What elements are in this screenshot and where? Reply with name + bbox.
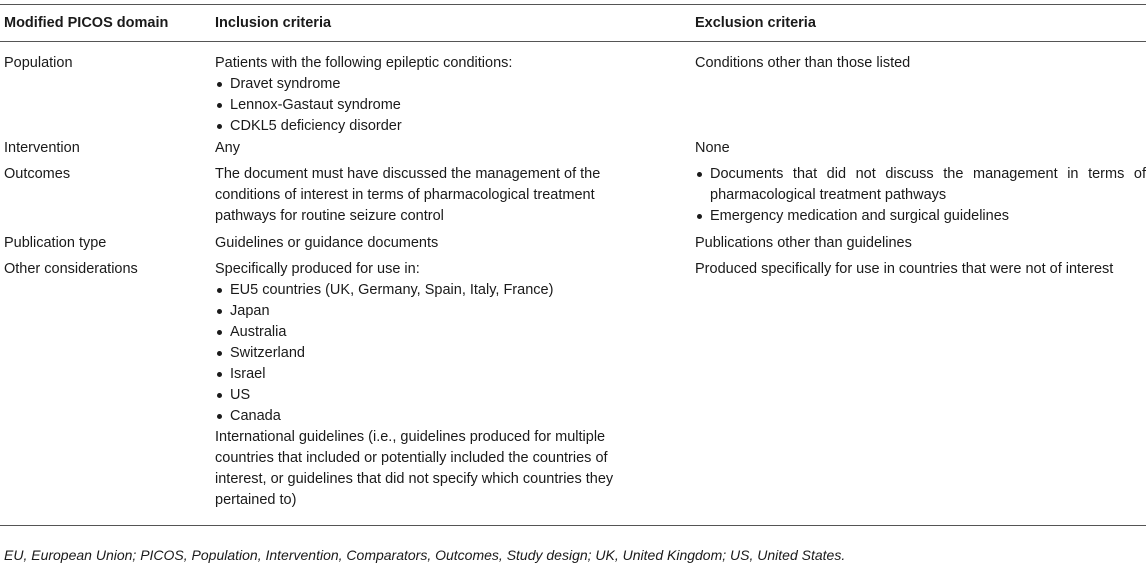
list-item: Australia	[215, 322, 691, 343]
list-item: US	[215, 385, 691, 406]
inclusion-list	[215, 74, 691, 137]
domain-cell: Other considerations	[4, 261, 138, 277]
header-inclusion: Inclusion criteria	[215, 14, 332, 31]
inclusion-outro: International guidelines (i.e., guidelines produced for multiple countries that included or potentially included the countries of interest, or guidelines that did not specify which countries they pertained to)	[215, 429, 614, 508]
inclusion-cell: Guidelines or guidance documents	[215, 235, 439, 251]
exclusion-cell: Publications other than guidelines	[695, 235, 912, 251]
table-header	[0, 5, 1146, 41]
domain-cell: Outcomes	[4, 166, 71, 182]
exclusion-cell	[691, 164, 1146, 233]
list-item: Canada	[215, 406, 691, 427]
list-item: Lennox-Gastaut syndrome	[215, 95, 691, 116]
inclusion-cell: Any	[215, 140, 240, 156]
exclusion-cell: Produced specifically for use in countries that were not of interest	[695, 261, 1114, 277]
list-item: CDKL5 deficiency disorder	[215, 116, 691, 137]
inclusion-cell	[212, 53, 691, 134]
list-item: Israel	[215, 364, 691, 385]
inclusion-cell	[212, 259, 691, 525]
header-exclusion: Exclusion criteria	[695, 14, 816, 31]
domain-cell: Publication type	[4, 235, 107, 251]
table-footnote: EU, European Union; PICOS, Population, Intervention, Comparators, Outcomes, Study design; UK, United Kingdom; US, United States.	[4, 547, 846, 563]
exclusion-cell: None	[695, 140, 730, 156]
inclusion-intro: Specifically produced for use in:	[215, 261, 420, 277]
table-bottom-rule	[0, 525, 1146, 526]
inclusion-text: The document must have discussed the management of the conditions of interest in terms of pharmacological treatment pathways for routine seizure control	[215, 166, 601, 224]
inclusion-list	[215, 280, 691, 427]
table-row-population	[0, 53, 1146, 134]
exclusion-list	[695, 164, 1146, 227]
exclusion-cell: Conditions other than those listed	[695, 55, 911, 71]
table-row-publication-type	[0, 233, 1146, 259]
domain-cell: Population	[4, 55, 73, 71]
header-domain: Modified PICOS domain	[4, 14, 169, 31]
list-item: Emergency medication and surgical guidelines	[695, 206, 1146, 227]
table-row-outcomes	[0, 164, 1146, 233]
list-item: Documents that did not discuss the management in terms of pharmacological treatment pathways	[695, 164, 1146, 206]
list-item: Japan	[215, 301, 691, 322]
list-item: Switzerland	[215, 343, 691, 364]
inclusion-cell	[212, 164, 691, 233]
list-item: EU5 countries (UK, Germany, Spain, Italy, France)	[215, 280, 691, 301]
domain-cell: Intervention	[4, 140, 80, 156]
table-row-other-considerations	[0, 259, 1146, 525]
header-rule	[0, 41, 1146, 42]
list-item: Dravet syndrome	[215, 74, 691, 95]
inclusion-intro: Patients with the following epileptic conditions:	[215, 55, 513, 71]
table-row-intervention	[0, 138, 1146, 164]
